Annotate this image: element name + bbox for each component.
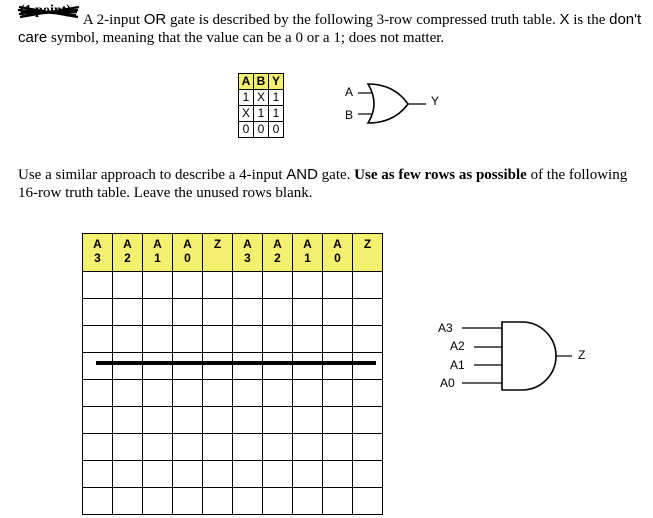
- answer-cell[interactable]: [203, 272, 233, 299]
- and-gate-diagram: [432, 316, 602, 396]
- answer-cell[interactable]: [173, 461, 203, 488]
- answer-cell[interactable]: [143, 488, 173, 515]
- answer-cell[interactable]: [293, 380, 323, 407]
- or-cell: 1: [269, 90, 284, 106]
- answer-cell[interactable]: [323, 299, 353, 326]
- answer-cell[interactable]: [83, 488, 113, 515]
- answer-cell[interactable]: [203, 353, 233, 380]
- answer-cell[interactable]: [323, 353, 353, 380]
- answer-cell[interactable]: [173, 299, 203, 326]
- answer-cell[interactable]: [353, 353, 383, 380]
- answer-cell[interactable]: [83, 407, 113, 434]
- answer-cell[interactable]: [143, 461, 173, 488]
- answer-cell[interactable]: [353, 461, 383, 488]
- or-table-row: [239, 90, 284, 106]
- answer-cell[interactable]: [293, 326, 323, 353]
- answer-cell[interactable]: [293, 272, 323, 299]
- and-header-cell: [83, 234, 113, 272]
- answer-cell[interactable]: [233, 407, 263, 434]
- answer-cell[interactable]: [263, 299, 293, 326]
- intro-paragraph: [18, 11, 648, 47]
- answer-cell[interactable]: [83, 353, 113, 380]
- points-label: (1 point): [20, 3, 71, 18]
- and-table-row: [83, 326, 383, 353]
- answer-cell[interactable]: [143, 380, 173, 407]
- answer-cell[interactable]: [293, 299, 323, 326]
- or-cell: 0: [239, 122, 254, 138]
- and-table-row: [83, 434, 383, 461]
- intro-text-3: is the: [569, 12, 610, 28]
- and-gate-symbol: [432, 316, 602, 396]
- answer-cell[interactable]: [323, 272, 353, 299]
- or-input-a-label: A: [345, 85, 354, 99]
- or-table-header: [239, 74, 284, 90]
- or-header-cell: B: [254, 74, 269, 90]
- header-subscript: 0: [184, 251, 191, 265]
- answer-cell[interactable]: [353, 326, 383, 353]
- answer-cell[interactable]: [233, 488, 263, 515]
- answer-cell[interactable]: [113, 272, 143, 299]
- or-cell: 1: [254, 106, 269, 122]
- or-input-b-label: B: [345, 108, 354, 122]
- answer-cell[interactable]: [113, 488, 143, 515]
- or-header-cell: Y: [269, 74, 284, 90]
- answer-cell[interactable]: [173, 488, 203, 515]
- answer-cell[interactable]: [293, 353, 323, 380]
- or-cell: 1: [269, 106, 284, 122]
- or-gate-diagram: [340, 80, 450, 128]
- answer-cell[interactable]: [113, 461, 143, 488]
- answer-cell[interactable]: [323, 434, 353, 461]
- or-output-label: Y: [431, 94, 440, 108]
- answer-cell[interactable]: [323, 407, 353, 434]
- answer-cell[interactable]: [323, 488, 353, 515]
- and-header-cell: [113, 234, 143, 272]
- answer-cell[interactable]: [143, 434, 173, 461]
- answer-cell[interactable]: [263, 461, 293, 488]
- answer-cell[interactable]: [203, 326, 233, 353]
- answer-cell[interactable]: [323, 461, 353, 488]
- answer-cell[interactable]: [173, 272, 203, 299]
- answer-cell[interactable]: [173, 353, 203, 380]
- and-table-row: [83, 380, 383, 407]
- answer-cell[interactable]: [233, 461, 263, 488]
- answer-cell[interactable]: [263, 353, 293, 380]
- answer-cell[interactable]: [263, 488, 293, 515]
- answer-cell[interactable]: [113, 353, 143, 380]
- answer-cell[interactable]: [293, 488, 323, 515]
- or-gate-symbol: [340, 80, 450, 128]
- answer-cell[interactable]: [83, 380, 113, 407]
- and-header-cell: [323, 234, 353, 272]
- or-header-cell: A: [239, 74, 254, 90]
- answer-cell[interactable]: [263, 272, 293, 299]
- answer-cell[interactable]: [353, 407, 383, 434]
- answer-cell[interactable]: [113, 299, 143, 326]
- header-letter: Z: [363, 237, 372, 251]
- and-table-row: [83, 353, 383, 380]
- answer-cell[interactable]: [203, 380, 233, 407]
- or-cell: X: [239, 106, 254, 122]
- answer-cell[interactable]: [233, 272, 263, 299]
- answer-cell[interactable]: [173, 434, 203, 461]
- header-subscript: 1: [154, 251, 161, 265]
- answer-cell[interactable]: [293, 461, 323, 488]
- header-letter: A: [93, 237, 102, 251]
- answer-cell[interactable]: [113, 407, 143, 434]
- answer-cell[interactable]: [353, 299, 383, 326]
- or-cell: X: [254, 90, 269, 106]
- header-letter: A: [153, 237, 162, 251]
- answer-cell[interactable]: [173, 380, 203, 407]
- answer-cell[interactable]: [83, 326, 113, 353]
- question-text-1: Use a similar approach to describe a 4-input: [18, 167, 287, 183]
- question-text-2: gate.: [317, 167, 355, 183]
- or-word: OR: [143, 11, 167, 28]
- header-subscript: 0: [334, 251, 341, 265]
- header-subscript: 3: [244, 251, 251, 265]
- or-table-row: [239, 122, 284, 138]
- answer-cell[interactable]: [203, 488, 233, 515]
- answer-cell[interactable]: [173, 326, 203, 353]
- or-cell: 0: [269, 122, 284, 138]
- answer-cell[interactable]: [203, 434, 233, 461]
- answer-cell[interactable]: [353, 488, 383, 515]
- header-subscript: 3: [94, 251, 101, 265]
- and-input-a3-label: A3: [438, 321, 453, 335]
- and-input-a1-label: A1: [450, 358, 465, 372]
- answer-cell[interactable]: [233, 380, 263, 407]
- and-header-cell: [203, 234, 233, 272]
- answer-cell[interactable]: [233, 326, 263, 353]
- answer-cell[interactable]: [233, 353, 263, 380]
- header-letter: A: [303, 237, 312, 251]
- or-table-row: [239, 106, 284, 122]
- and-word: AND: [286, 166, 318, 183]
- and-table-header: [83, 234, 383, 272]
- answer-cell[interactable]: [353, 434, 383, 461]
- and-output-label: Z: [578, 348, 586, 362]
- answer-cell[interactable]: [263, 407, 293, 434]
- answer-cell[interactable]: [83, 461, 113, 488]
- answer-cell[interactable]: [83, 272, 113, 299]
- and-table-row: [83, 272, 383, 299]
- header-letter: A: [123, 237, 132, 251]
- and-header-cell: [263, 234, 293, 272]
- answer-cell[interactable]: [143, 407, 173, 434]
- answer-cell[interactable]: [353, 380, 383, 407]
- and-table-row: [83, 461, 383, 488]
- answer-cell[interactable]: [263, 326, 293, 353]
- and-input-a2-label: A2: [450, 339, 465, 353]
- and-table-row: [83, 407, 383, 434]
- or-cell: 1: [239, 90, 254, 106]
- intro-text-4: symbol, meaning that the value can be a 0 or a 1; does not matter.: [47, 30, 445, 46]
- and-input-a0-label: A0: [440, 376, 455, 390]
- and-header-cell: [143, 234, 173, 272]
- and-truth-table: [82, 233, 383, 515]
- answer-cell[interactable]: [83, 434, 113, 461]
- dont-care-term: don't care: [18, 11, 642, 46]
- answer-cell[interactable]: [353, 272, 383, 299]
- header-subscript: 2: [124, 251, 131, 265]
- intro-text-1: A 2-input: [80, 12, 144, 28]
- header-letter: Z: [213, 237, 222, 251]
- and-table-row: [83, 488, 383, 515]
- header-letter: A: [273, 237, 282, 251]
- answer-cell[interactable]: [263, 434, 293, 461]
- answer-cell[interactable]: [233, 299, 263, 326]
- and-header-cell: [173, 234, 203, 272]
- and-header-cell: [293, 234, 323, 272]
- answer-cell[interactable]: [113, 380, 143, 407]
- or-cell: 0: [254, 122, 269, 138]
- and-header-cell: [353, 234, 383, 272]
- question-emphasis: Use as few rows as possible: [354, 167, 527, 183]
- answer-cell[interactable]: [113, 326, 143, 353]
- answer-cell[interactable]: [203, 407, 233, 434]
- header-letter: A: [183, 237, 192, 251]
- answer-cell[interactable]: [293, 434, 323, 461]
- or-truth-table: [238, 73, 284, 138]
- answer-cell[interactable]: [203, 299, 233, 326]
- question-paragraph: [18, 166, 643, 202]
- answer-cell[interactable]: [83, 299, 113, 326]
- answer-cell[interactable]: [323, 326, 353, 353]
- answer-cell[interactable]: [323, 380, 353, 407]
- table-divider-line: [96, 361, 376, 365]
- header-subscript: 1: [304, 251, 311, 265]
- and-header-cell: [233, 234, 263, 272]
- question-text-3: of the following 16-row truth table. Leave the unused rows blank.: [18, 167, 628, 201]
- and-table-row: [83, 299, 383, 326]
- answer-cell[interactable]: [293, 407, 323, 434]
- intro-text-2: gate is described by the following 3-row compressed truth table.: [166, 12, 560, 28]
- header-letter: A: [243, 237, 252, 251]
- header-letter: A: [333, 237, 342, 251]
- answer-cell[interactable]: [143, 326, 173, 353]
- answer-cell[interactable]: [113, 434, 143, 461]
- answer-cell[interactable]: [143, 353, 173, 380]
- answer-cell[interactable]: [233, 434, 263, 461]
- answer-cell[interactable]: [143, 272, 173, 299]
- answer-cell[interactable]: [263, 380, 293, 407]
- answer-cell[interactable]: [173, 407, 203, 434]
- answer-cell[interactable]: [143, 299, 173, 326]
- x-symbol: X: [559, 11, 570, 28]
- answer-cell[interactable]: [203, 461, 233, 488]
- header-subscript: 2: [274, 251, 281, 265]
